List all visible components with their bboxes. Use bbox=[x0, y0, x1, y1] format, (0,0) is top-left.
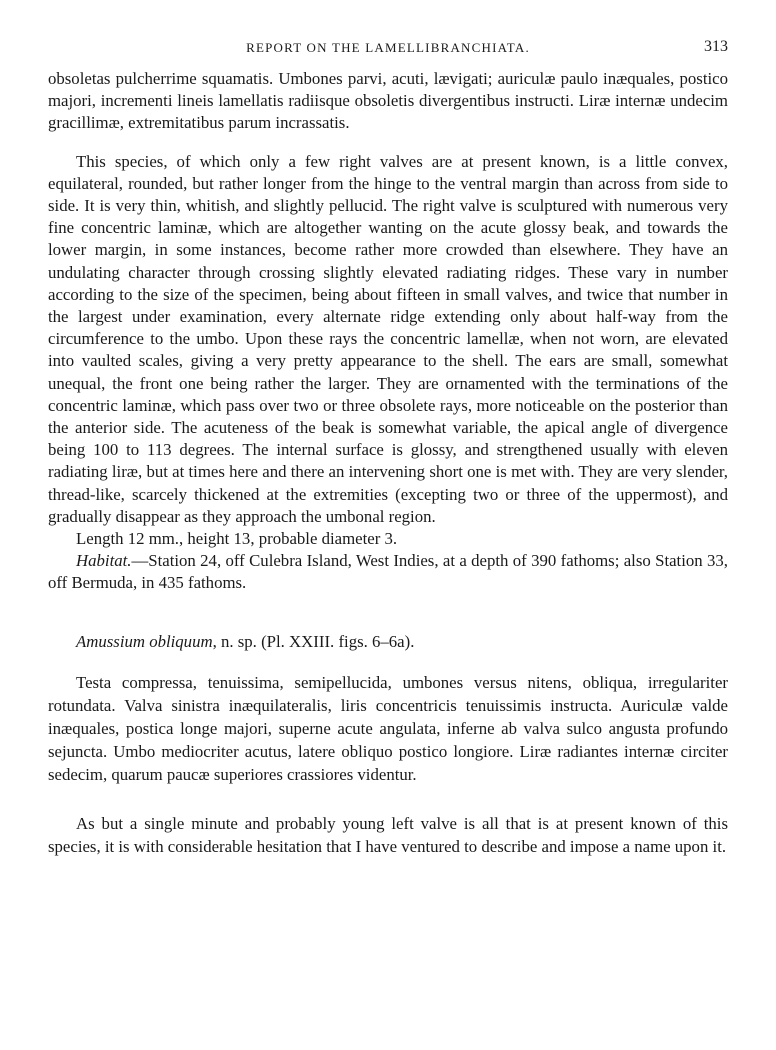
species-heading bbox=[48, 631, 728, 653]
species-reference: , n. sp. (Pl. XXIII. figs. 6–6a). bbox=[212, 631, 415, 651]
latin-diagnosis-continued: obsoletas pulcherrime squamatis. Umbones parvi, acuti, lævigati; auriculæ paulo inæquales, postico majori, incrementi lineis lamellatis radiisque obsoletis divergentibus instructi. Liræ internæ undecim gracillimæ, extremitatibus parum incrassatis. bbox=[48, 69, 728, 133]
running-title: REPORT ON THE LAMELLIBRANCHIATA. bbox=[246, 40, 530, 55]
species-name: Amussium obliquum bbox=[76, 631, 213, 651]
page bbox=[48, 40, 728, 858]
closing-paragraph: As but a single minute and probably young left valve is all that is at present known of this species, it is with considerable hesitation that I have ventured to describe and impose a name upon it. bbox=[48, 813, 728, 856]
latin-diagnosis: Testa compressa, tenuissima, semipellucida, umbones versus nitens, obliqua, irregulariter rotundata. Valva sinistra inæquilateralis, liris concentricis tenuissimis instructa. Auriculæ valde inæquales, postica longe majori, superne acute angulata, inferne ab valva sulco angusta profundo sejuncta. Umbo mediocriter acutus, latere obliquo postico longiore. Liræ radiantes internæ circiter sedecim, quarum paucæ superiores crassiores videntur. bbox=[48, 672, 728, 784]
page-number: 313 bbox=[704, 38, 728, 55]
species-description: This species, of which only a few right valves are at present known, is a little convex, equilateral, rounded, but rather longer from the hinge to the ventral margin than across from side to side. It is very thin, whitish, and slightly pellucid. The right valve is sculptured with numerous very fine concentric laminæ, which are altogether wanting on the acute glossy beak, and towards the lower margin, in some instances, become rather more crowded than elsewhere. They have an undulating character through crossing slightly elevated radiating ridges. These vary in number according to the size of the specimen, being about fifteen in small valves, and twice that number in the largest under examination, every alternate ridge extending only about half-way from the circumference to the umbo. Upon these rays the concentric lamellæ, when not worn, are elevated into vaulted scales, giving a very pretty appearance to the shell. The ears are small, somewhat unequal, the front one being rather the larger. They are ornamented with the terminations of the concentric laminæ, which pass over two or three obsolete rays, more noticeable on the posterior than the anterior side. The acuteness of the beak is somewhat variable, the apical angle of divergence being 100 to 113 degrees. The internal surface is glossy, and strengthened usually with eleven radiating liræ, but at times here and there an intervening short one is met with. They are very slender, thread-like, scarcely thickened at the extremities (excepting two or three of the uppermost), and gradually disappear as they approach the umbonal region. bbox=[48, 151, 728, 526]
page-header bbox=[48, 40, 728, 68]
habitat-label: Habitat. bbox=[76, 551, 132, 571]
habitat-text: —Station 24, off Culebra Island, West Indies, at a depth of 390 fathoms; also Station 33, off Bermuda, in 435 fathoms. bbox=[48, 551, 728, 593]
habitat-paragraph bbox=[48, 550, 728, 594]
measurements: Length 12 mm., height 13, probable diameter 3. bbox=[76, 529, 398, 549]
